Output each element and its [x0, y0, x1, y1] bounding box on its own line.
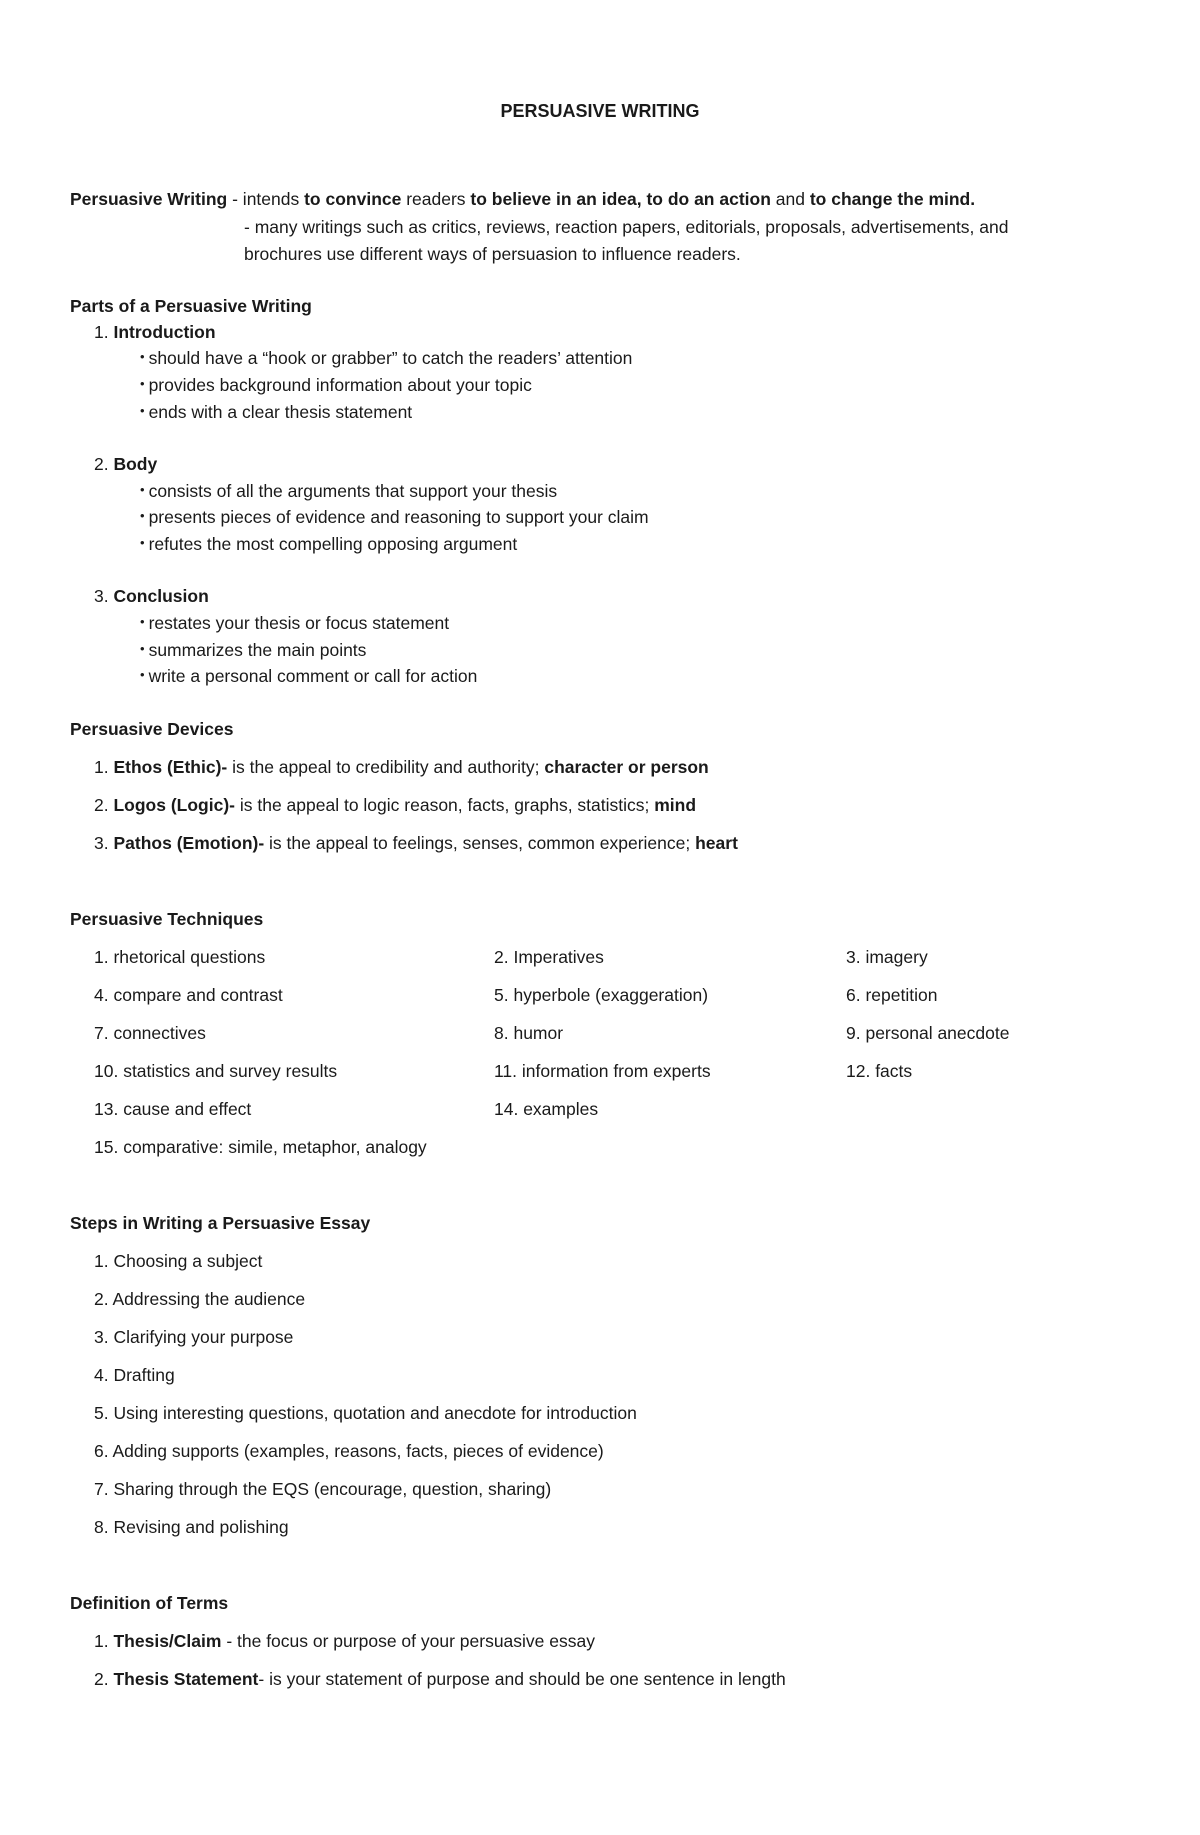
- device-item: [94, 756, 709, 779]
- device-key: heart: [695, 833, 738, 853]
- bullet-icon: •: [140, 403, 145, 418]
- bullet-icon: •: [140, 641, 145, 656]
- part-num: 3.: [94, 586, 109, 606]
- definition-text-3: and: [770, 189, 810, 209]
- part-bullet-text: consists of all the arguments that support your thesis: [148, 481, 558, 501]
- definition-line-3: brochures use different ways of persuasion to influence readers.: [244, 244, 741, 264]
- bullet-icon: •: [140, 349, 145, 364]
- part-bullet-text: presents pieces of evidence and reasoning to support your claim: [148, 507, 649, 527]
- part-name: Conclusion: [113, 586, 209, 606]
- parts-heading: Parts of a Persuasive Writing: [70, 296, 312, 316]
- device-desc: is the appeal to credibility and authority;: [227, 757, 545, 777]
- device-item: [94, 832, 738, 855]
- device-desc: is the appeal to logic reason, facts, graphs, statistics;: [235, 795, 655, 815]
- part-bullet: [140, 612, 449, 635]
- part-bullet: [140, 374, 532, 397]
- part-bullet-text: refutes the most compelling opposing argument: [148, 534, 518, 554]
- techniques-heading: Persuasive Techniques: [70, 909, 264, 929]
- technique-item: 6. repetition: [846, 985, 938, 1005]
- technique-item: 15. comparative: simile, metaphor, analogy: [94, 1137, 427, 1157]
- bullet-icon: •: [140, 535, 145, 550]
- term-num: 2.: [94, 1669, 109, 1689]
- part-heading: [94, 453, 157, 476]
- part-heading: [94, 321, 216, 344]
- step-item: 7. Sharing through the EQS (encourage, question, sharing): [94, 1479, 552, 1499]
- bullet-icon: •: [140, 376, 145, 391]
- technique-item: 1. rhetorical questions: [94, 947, 266, 967]
- device-num: 2.: [94, 795, 109, 815]
- term-name: Thesis/Claim: [113, 1631, 222, 1651]
- devices-heading: Persuasive Devices: [70, 719, 234, 739]
- step-item: 6. Adding supports (examples, reasons, facts, pieces of evidence): [94, 1441, 604, 1461]
- part-num: 2.: [94, 454, 109, 474]
- technique-item: 10. statistics and survey results: [94, 1061, 338, 1081]
- technique-item: 13. cause and effect: [94, 1099, 252, 1119]
- step-item: 3. Clarifying your purpose: [94, 1327, 294, 1347]
- step-item: 5. Using interesting questions, quotation and anecdote for introduction: [94, 1403, 637, 1423]
- definition-bold-3: to change the mind.: [809, 189, 976, 209]
- part-bullet-text: restates your thesis or focus statement: [148, 613, 450, 633]
- term-num: 1.: [94, 1631, 109, 1651]
- definition-bold-2: to believe in an idea, to do an action: [470, 189, 771, 209]
- technique-item: 9. personal anecdote: [846, 1023, 1010, 1043]
- technique-item: 12. facts: [846, 1061, 913, 1081]
- device-num: 3.: [94, 833, 109, 853]
- technique-item: 4. compare and contrast: [94, 985, 283, 1005]
- definition-line-1: [70, 188, 975, 211]
- step-item: 2. Addressing the audience: [94, 1289, 306, 1309]
- definition-text-1: - intends: [227, 189, 305, 209]
- part-name: Introduction: [113, 322, 216, 342]
- part-bullet-text: write a personal comment or call for action: [148, 666, 478, 686]
- bullet-icon: •: [140, 508, 145, 523]
- bullet-icon: •: [140, 667, 145, 682]
- part-bullet-text: provides background information about your topic: [148, 375, 532, 395]
- part-bullet-text: summarizes the main points: [148, 640, 367, 660]
- device-key: mind: [654, 795, 697, 815]
- step-item: 1. Choosing a subject: [94, 1251, 263, 1271]
- terms-heading: Definition of Terms: [70, 1593, 229, 1613]
- technique-item: 8. humor: [494, 1023, 564, 1043]
- term-desc: - the focus or purpose of your persuasive essay: [221, 1631, 595, 1651]
- part-bullet: [140, 533, 517, 556]
- step-item: 8. Revising and polishing: [94, 1517, 289, 1537]
- part-name: Body: [113, 454, 158, 474]
- device-name: Ethos (Ethic)-: [113, 757, 228, 777]
- part-bullet-text: should have a “hook or grabber” to catch the readers’ attention: [148, 348, 633, 368]
- definition-text-2: readers: [401, 189, 471, 209]
- device-num: 1.: [94, 757, 109, 777]
- definition-line-2: - many writings such as critics, reviews, reaction papers, editorials, proposals, advertisements, and: [244, 217, 1009, 237]
- part-bullet: [140, 347, 632, 370]
- technique-item: 14. examples: [494, 1099, 599, 1119]
- part-bullet: [140, 665, 477, 688]
- device-desc: is the appeal to feelings, senses, common experience;: [264, 833, 696, 853]
- part-bullet: [140, 401, 412, 424]
- definition-bold-1: to convince: [304, 189, 402, 209]
- bullet-icon: •: [140, 614, 145, 629]
- term-item: [94, 1630, 595, 1653]
- device-name: Logos (Logic)-: [113, 795, 235, 815]
- device-item: [94, 794, 696, 817]
- term-name: Thesis Statement: [113, 1669, 259, 1689]
- term-desc: - is your statement of purpose and should be one sentence in length: [258, 1669, 786, 1689]
- term-item: [94, 1668, 786, 1691]
- steps-heading: Steps in Writing a Persuasive Essay: [70, 1213, 371, 1233]
- part-num: 1.: [94, 322, 109, 342]
- technique-item: 2. Imperatives: [494, 947, 604, 967]
- part-bullet-text: ends with a clear thesis statement: [148, 402, 413, 422]
- technique-item: 3. imagery: [846, 947, 928, 967]
- part-bullet: [140, 506, 649, 529]
- device-name: Pathos (Emotion)-: [113, 833, 265, 853]
- technique-item: 7. connectives: [94, 1023, 206, 1043]
- part-bullet: [140, 639, 366, 662]
- part-bullet: [140, 480, 557, 503]
- technique-item: 5. hyperbole (exaggeration): [494, 985, 709, 1005]
- definition-term: Persuasive Writing: [70, 189, 228, 209]
- part-heading: [94, 585, 209, 608]
- device-key: character or person: [544, 757, 709, 777]
- step-item: 4. Drafting: [94, 1365, 175, 1385]
- bullet-icon: •: [140, 482, 145, 497]
- page-title: PERSUASIVE WRITING: [500, 101, 700, 121]
- technique-item: 11. information from experts: [494, 1061, 711, 1081]
